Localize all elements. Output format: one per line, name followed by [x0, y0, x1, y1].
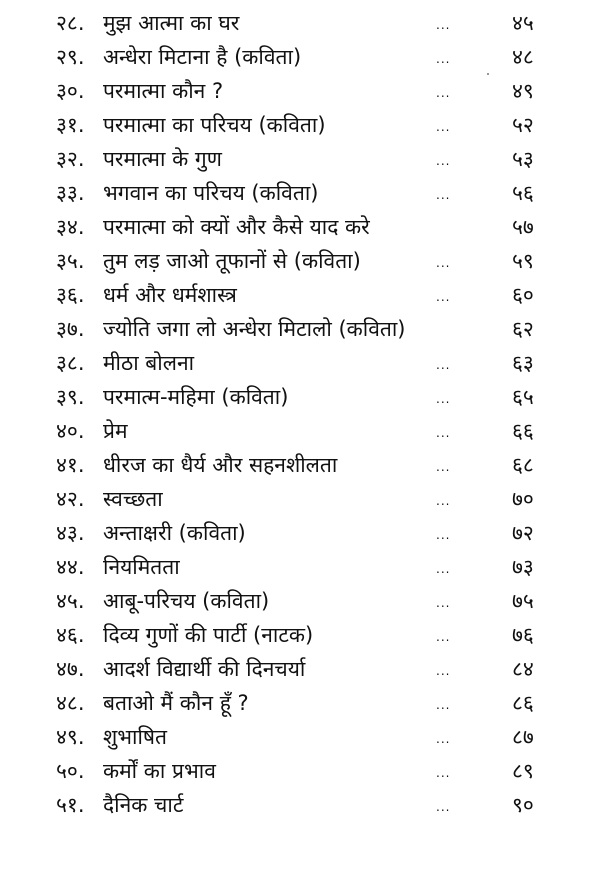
entry-number: ३२. — [56, 147, 85, 171]
entry-number: २९. — [56, 45, 85, 69]
entry-number: ३१. — [56, 113, 85, 137]
leader-dots: ... — [436, 732, 451, 746]
leader-dots: ... — [436, 664, 451, 678]
toc-entry — [0, 210, 600, 244]
page-number: ४५ — [512, 11, 534, 35]
entry-number: ३७. — [56, 317, 85, 341]
page-number: ७६ — [512, 623, 534, 647]
toc-entry — [0, 652, 600, 686]
table-of-contents — [0, 6, 600, 822]
entry-number: ४६. — [56, 623, 85, 647]
entry-number: ३९. — [56, 385, 85, 409]
entry-title: धर्म और धर्मशास्त्र — [103, 283, 237, 307]
leader-dots: ... — [436, 562, 451, 576]
entry-number: ४२. — [56, 487, 85, 511]
toc-entry — [0, 448, 600, 482]
entry-number: ४७. — [56, 657, 85, 681]
leader-dots: ... — [436, 630, 451, 644]
toc-entry — [0, 584, 600, 618]
entry-title: शुभाषित — [103, 725, 168, 749]
leader-dots: ... — [436, 392, 451, 406]
page-number: ६० — [512, 283, 534, 307]
entry-title: आबू-परिचय (कविता) — [103, 589, 270, 613]
page-number: ५९ — [512, 249, 534, 273]
leader-dots: ... — [436, 52, 451, 66]
toc-entry — [0, 686, 600, 720]
entry-number: ४९. — [56, 725, 85, 749]
page-number: ५६ — [512, 181, 534, 205]
toc-entry — [0, 754, 600, 788]
entry-number: ४१. — [56, 453, 85, 477]
page-number: ५७ — [512, 215, 534, 239]
entry-number: २८. — [56, 11, 85, 35]
page-number: ७२ — [512, 521, 534, 545]
leader-dots: ... — [436, 358, 451, 372]
leader-dots: ... — [436, 18, 451, 32]
page-number: ४८ — [512, 45, 534, 69]
leader-dots: ... — [436, 528, 451, 542]
entry-number: ४३. — [56, 521, 85, 545]
page-number: ८९ — [512, 759, 534, 783]
toc-entry — [0, 414, 600, 448]
page-number: ७३ — [512, 555, 534, 579]
leader-dots: ... — [436, 290, 451, 304]
toc-entry — [0, 142, 600, 176]
entry-title: मुझ आत्मा का घर — [103, 11, 240, 35]
toc-entry — [0, 108, 600, 142]
entry-number: ५०. — [56, 759, 85, 783]
entry-title: अन्ताक्षरी (कविता) — [103, 521, 246, 545]
page-number: ४९ — [512, 79, 534, 103]
entry-number: ३३. — [56, 181, 85, 205]
entry-title: स्वच्छता — [103, 487, 163, 511]
entry-number: ३४. — [56, 215, 85, 239]
page-number: ६२ — [512, 317, 534, 341]
entry-title: परमात्मा के गुण — [103, 147, 222, 171]
entry-number: ४०. — [56, 419, 85, 443]
leader-dots: ... — [436, 596, 451, 610]
toc-entry — [0, 346, 600, 380]
leader-dots: ... — [436, 426, 451, 440]
entry-title: भगवान का परिचय (कविता) — [103, 181, 319, 205]
page-number: ७५ — [512, 589, 534, 613]
toc-entry — [0, 244, 600, 278]
print-speck — [487, 73, 489, 75]
entry-number: ३०. — [56, 79, 85, 103]
toc-entry — [0, 312, 600, 346]
leader-dots: ... — [436, 86, 451, 100]
entry-title: दैनिक चार्ट — [103, 793, 184, 817]
leader-dots: ... — [436, 494, 451, 508]
leader-dots: ... — [436, 188, 451, 202]
page-number: ५३ — [512, 147, 534, 171]
page-number: ९० — [512, 793, 534, 817]
leader-dots: ... — [436, 698, 451, 712]
page-number: ६८ — [512, 453, 534, 477]
entry-title: आदर्श विद्यार्थी की दिनचर्या — [103, 657, 306, 681]
entry-number: ४८. — [56, 691, 85, 715]
entry-number: ४५. — [56, 589, 85, 613]
entry-title: मीठा बोलना — [103, 351, 195, 375]
leader-dots: ... — [436, 766, 451, 780]
page-number: ७० — [512, 487, 534, 511]
entry-title: परमात्म-महिमा (कविता) — [103, 385, 289, 409]
entry-number: ३५. — [56, 249, 85, 273]
entry-number: ५१. — [56, 793, 85, 817]
toc-entry — [0, 74, 600, 108]
toc-entry — [0, 720, 600, 754]
leader-dots: ... — [436, 154, 451, 168]
entry-number: ४४. — [56, 555, 85, 579]
page-number: ८४ — [512, 657, 534, 681]
leader-dots: ... — [436, 460, 451, 474]
toc-entry — [0, 788, 600, 822]
leader-dots: ... — [436, 120, 451, 134]
page-number: ५२ — [512, 113, 534, 137]
page-number: ८६ — [512, 691, 534, 715]
entry-title: परमात्मा का परिचय (कविता) — [103, 113, 326, 137]
entry-title: कर्मों का प्रभाव — [103, 759, 216, 783]
leader-dots: ... — [436, 800, 451, 814]
entry-title: दिव्य गुणों की पार्टी (नाटक) — [103, 623, 314, 647]
entry-title: अन्धेरा मिटाना है (कविता) — [103, 45, 302, 69]
page-number: ६६ — [512, 419, 534, 443]
page-number: ६३ — [512, 351, 534, 375]
toc-entry — [0, 618, 600, 652]
toc-entry — [0, 40, 600, 74]
entry-title: ज्योति जगा लो अन्धेरा मिटालो (कविता) — [103, 317, 406, 341]
entry-title: परमात्मा कौन ? — [103, 79, 224, 103]
entry-title: बताओ मैं कौन हूँ ? — [103, 691, 249, 715]
toc-entry — [0, 6, 600, 40]
page-number: ६५ — [512, 385, 534, 409]
page-number: ८७ — [512, 725, 534, 749]
entry-title: प्रेम — [103, 419, 128, 443]
entry-title: परमात्मा को क्यों और कैसे याद करे — [103, 215, 370, 239]
entry-number: ३८. — [56, 351, 85, 375]
toc-entry — [0, 516, 600, 550]
entry-title: नियमितता — [103, 555, 180, 579]
toc-entry — [0, 482, 600, 516]
entry-number: ३६. — [56, 283, 85, 307]
toc-entry — [0, 176, 600, 210]
toc-entry — [0, 278, 600, 312]
entry-title: तुम लड़ जाओ तूफानों से (कविता) — [103, 249, 361, 273]
leader-dots: ... — [436, 256, 451, 270]
toc-entry — [0, 550, 600, 584]
entry-title: धीरज का धैर्य और सहनशीलता — [103, 453, 338, 477]
toc-entry — [0, 380, 600, 414]
